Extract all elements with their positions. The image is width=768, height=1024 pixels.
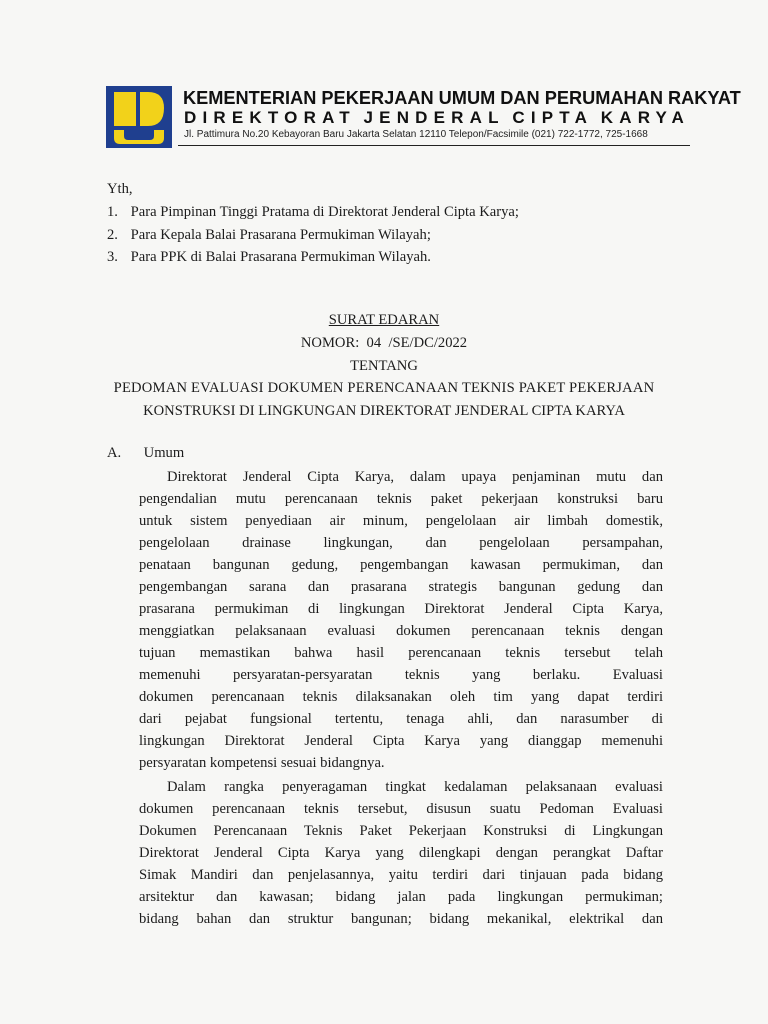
recipient-number: 2. xyxy=(107,227,118,243)
text-line: tujuan memastikan bahwa hasil perencanaan teknis tersebut telah xyxy=(139,645,663,661)
text-line: persyaratan kompetensi sesuai bidangnya. xyxy=(139,755,385,771)
directorate-name xyxy=(184,108,690,128)
text-line: arsitektur dan kawasan; bidang jalan pada lingkungan permukiman; xyxy=(139,889,663,905)
text-line: prasarana permukiman di lingkungan Direktorat Jenderal Cipta Karya, xyxy=(139,601,663,617)
text-line: penataan bangunan gedung, pengembangan kawasan permukiman, dan xyxy=(139,557,663,573)
document-type-text: SURAT EDARAN xyxy=(328,312,440,328)
ministry-name: KEMENTERIAN PEKERJAAN UMUM DAN PERUMAHAN RAKYAT xyxy=(183,88,741,108)
recipient-item xyxy=(107,227,431,244)
text-line: dari pejabat fungsional tertentu, tenaga ahli, dan narasumber di xyxy=(139,711,663,727)
recipient-item xyxy=(107,204,519,221)
recipient-number: 3. xyxy=(107,249,118,265)
text-line: menggiatkan pelaksanaan evaluasi dokumen perencanaan teknis dengan xyxy=(139,623,663,639)
text-line: Dokumen Perencanaan Teknis Paket Pekerjaan Konstruksi di Lingkungan xyxy=(139,823,663,839)
document-type xyxy=(0,312,768,329)
recipient-text: Para Kepala Balai Prasarana Permukiman Wilayah; xyxy=(130,227,431,243)
text-line: pengembangan sarana dan prasarana strategis bangunan gedung dan xyxy=(139,579,663,595)
section-letter: A. xyxy=(107,445,122,461)
text-line: pengelolaan drainase lingkungan, dan pengelolaan persampahan, xyxy=(139,535,663,551)
directorate-word: KARYA xyxy=(600,108,690,127)
about-label: TENTANG xyxy=(350,358,418,374)
text-line: memenuhi persyaratan-persyaratan teknis yang berlaku. Evaluasi xyxy=(139,667,663,683)
salutation: Yth, xyxy=(107,181,133,197)
directorate-word: DIREKTORAT xyxy=(184,108,356,127)
text-line: pengendalian mutu perencanaan teknis paket pekerjaan konstruksi baru xyxy=(139,491,663,507)
recipient-text: Para PPK di Balai Prasarana Permukiman Wilayah. xyxy=(130,249,431,265)
text-line: bidang bahan dan struktur bangunan; bidang mekanikal, elektrikal dan xyxy=(139,911,663,927)
text-line: Simak Mandiri dan penjelasannya, yaitu terdiri dari tinjauan pada bidang xyxy=(139,867,663,883)
text-line: Direktorat Jenderal Cipta Karya yang dilengkapi dengan perangkat Daftar xyxy=(139,845,663,861)
text-line: untuk sistem penyediaan air minum, pengelolaan air limbah domestik, xyxy=(139,513,663,529)
text-line: Direktorat Jenderal Cipta Karya, dalam upaya penjaminan mutu dan xyxy=(167,469,663,485)
text-line: dokumen perencanaan teknis dilaksanakan oleh tim yang dapat terdiri xyxy=(139,689,663,705)
letterhead-divider xyxy=(178,145,690,146)
title-line-2: KONSTRUKSI DI LINGKUNGAN DIREKTORAT JENDERAL CIPTA KARYA xyxy=(143,403,625,419)
recipient-text: Para Pimpinan Tinggi Pratama di Direktorat Jenderal Cipta Karya; xyxy=(130,204,519,220)
text-line: Dalam rangka penyeragaman tingkat kedalaman pelaksanaan evaluasi xyxy=(167,779,663,795)
letterhead-address: Jl. Pattimura No.20 Kebayoran Baru Jakarta Selatan 12110 Telepon/Facsimile (021) 722-1772, 725-1668 xyxy=(184,129,648,140)
text-line: dokumen perencanaan teknis tersebut, disusun suatu Pedoman Evaluasi xyxy=(139,801,663,817)
title-line-1: PEDOMAN EVALUASI DOKUMEN PERENCANAAN TEKNIS PAKET PEKERJAAN xyxy=(113,380,655,396)
document-number: NOMOR: 04 /SE/DC/2022 xyxy=(300,335,468,351)
section-title: Umum xyxy=(143,445,185,461)
section-heading xyxy=(107,445,184,462)
recipient-item xyxy=(107,249,431,266)
directorate-word: CIPTA xyxy=(512,108,594,127)
recipient-number: 1. xyxy=(107,204,118,220)
pupr-logo-icon xyxy=(106,86,172,148)
text-line: lingkungan Direktorat Jenderal Cipta Karya yang dianggap memenuhi xyxy=(139,733,663,749)
directorate-word: JENDERAL xyxy=(363,108,505,127)
